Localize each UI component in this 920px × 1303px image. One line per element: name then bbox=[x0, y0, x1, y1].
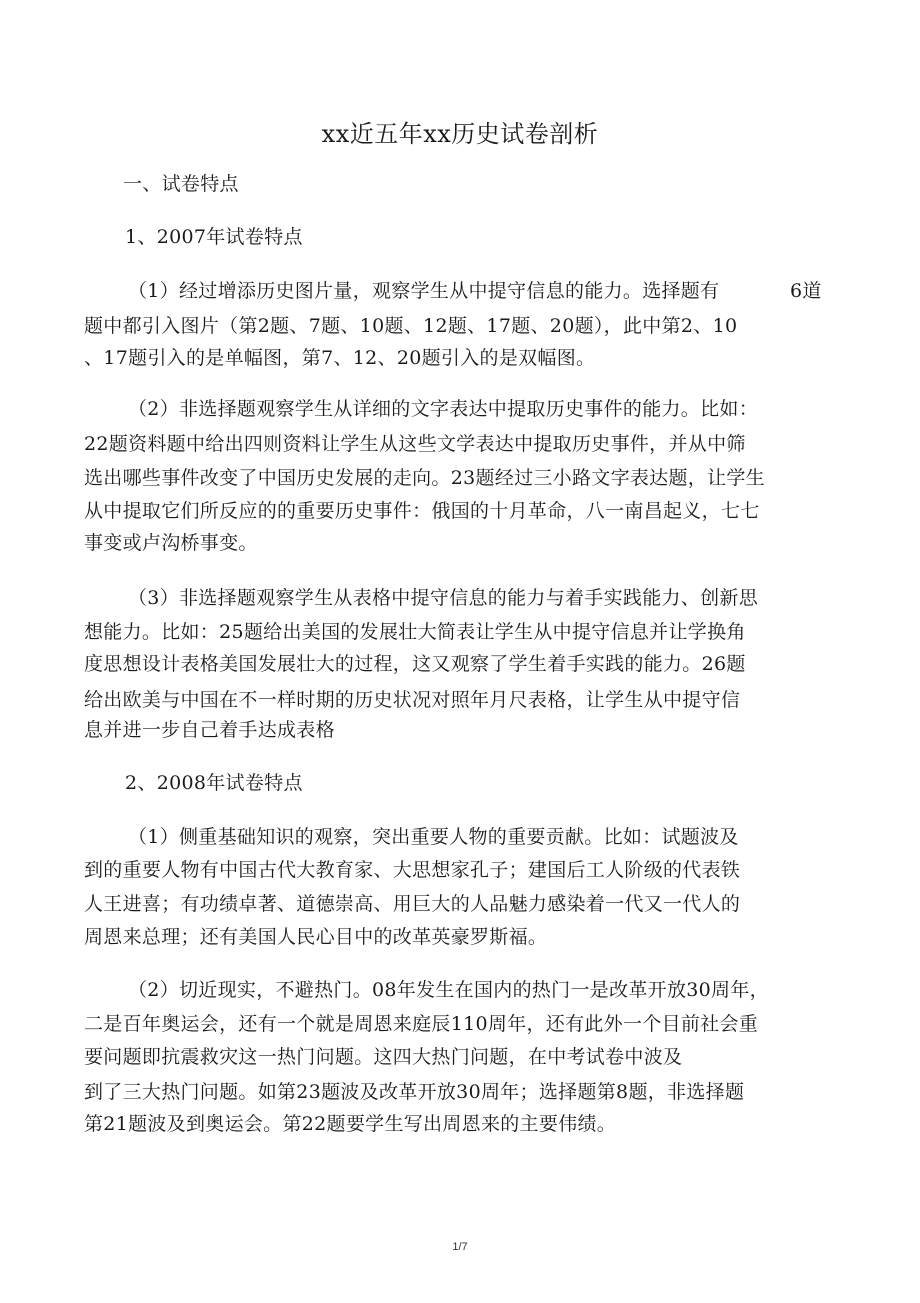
paragraph-line: 息并进一步自己着手达成表格 bbox=[84, 719, 335, 741]
section-heading: 一、试卷特点 bbox=[123, 173, 239, 195]
paragraph-line: 题中都引入图片（第2题、7题、10题、12题、17题、20题），此中第2、10 bbox=[84, 315, 738, 337]
paragraph-line: 事变或卢沟桥事变。 bbox=[84, 532, 258, 554]
paragraph-line: （2）切近现实，不避热门。08年发生在国内的热门一是改革开放30周年， bbox=[128, 979, 769, 1001]
paragraph-line: 22题资料题中给出四则资料让学生从这些文学表达中提取历史事件，并从中筛 bbox=[84, 433, 746, 455]
page-number: 1/7 bbox=[452, 1241, 468, 1253]
paragraph-line: 6道 bbox=[790, 280, 822, 302]
paragraph-line: （1）经过增添历史图片量，观察学生从中提守信息的能力。选择题有 bbox=[128, 280, 720, 302]
paragraph-line: 人王进喜；有功绩卓著、道德崇高、用巨大的人品魅力感染着一代又一代人的 bbox=[84, 893, 741, 915]
paragraph-line: 周恩来总理；还有美国人民心目中的改革英豪罗斯福。 bbox=[84, 926, 548, 948]
paragraph-line: 从中提取它们所反应的的重要历史事件：俄国的十月革命，八一南昌起义，七七 bbox=[84, 500, 760, 522]
paragraph-line: 第21题波及到奥运会。第22题要学生写出周恩来的主要伟绩。 bbox=[84, 1113, 617, 1135]
paragraph-line: 二是百年奥运会，还有一个就是周恩来庭辰110周年，还有此外一个目前社会重 bbox=[84, 1013, 759, 1035]
paragraph-line: 到的重要人物有中国古代大教育家、大思想家孔子；建国后工人阶级的代表铁 bbox=[84, 859, 741, 881]
paragraph-line: 、17题引入的是单幅图，第7、12、20题引入的是双幅图。 bbox=[84, 347, 596, 369]
paragraph-line: 选出哪些事件改变了中国历史发展的走向。23题经过三小路文字表达题，让学生 bbox=[84, 467, 765, 489]
paragraph-line: 要问题即抗震救灾这一热门问题。这四大热门问题，在中考试卷中波及 bbox=[84, 1046, 683, 1068]
paragraph-line: 到了三大热门问题。如第23题波及改革开放30周年；选择题第8题，非选择题 bbox=[84, 1081, 745, 1103]
subsection-heading: 2、2008年试卷特点 bbox=[125, 772, 303, 794]
paragraph-line: （1）侧重基础知识的观察，突出重要人物的重要贡献。比如：试题波及 bbox=[128, 826, 739, 848]
subsection-heading: 1、2007年试卷特点 bbox=[125, 226, 303, 248]
paragraph-line: 想能力。比如：25题给出美国的发展壮大简表让学生从中提守信息并让学换角 bbox=[84, 621, 746, 643]
paragraph-line: 度思想设计表格美国发展壮大的过程，这又观察了学生着手实践的能力。26题 bbox=[84, 653, 746, 675]
paragraph-line: （2）非选择题观察学生从详细的文字表达中提取历史事件的能力。比如： bbox=[128, 398, 758, 420]
paragraph-line: （3）非选择题观察学生从表格中提守信息的能力与着手实践能力、创新思 bbox=[128, 587, 758, 609]
paragraph-line: 给出欧美与中国在不一样时期的历史状况对照年月尺表格，让学生从中提守信 bbox=[84, 689, 741, 711]
document-title: xx近五年xx历史试卷剖析 bbox=[321, 120, 599, 148]
